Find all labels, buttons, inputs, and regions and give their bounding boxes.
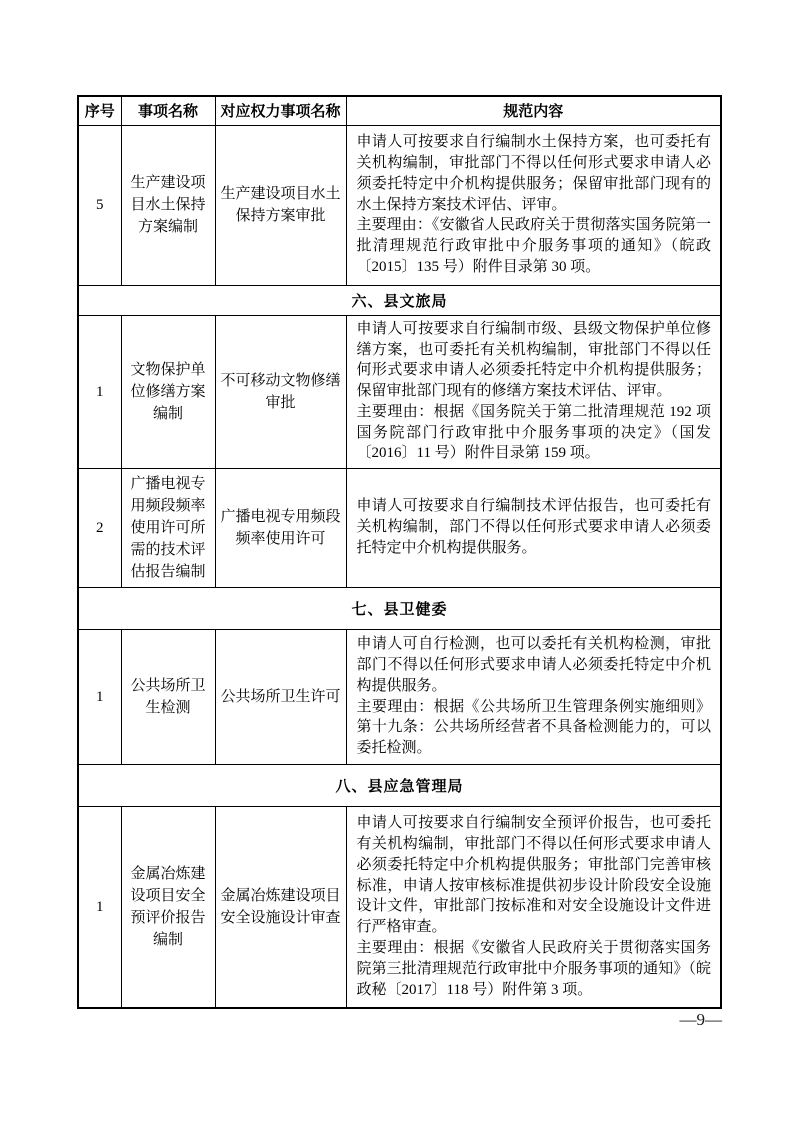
cell-item-name: 广播电视专用频段频率使用许可所需的技术评估报告编制 xyxy=(121,468,215,587)
cell-content xyxy=(346,315,721,468)
section-row-yingjiguanliju xyxy=(78,764,721,806)
cell-seq: 1 xyxy=(78,315,121,468)
section-title: 七、县卫健委 xyxy=(78,587,721,629)
cell-seq: 1 xyxy=(78,629,121,764)
table-row xyxy=(78,315,721,468)
cell-power-name: 公共场所卫生许可 xyxy=(215,629,346,764)
content-text: 申请人可按要求自行编制技术评估报告，也可委托有关机构编制，部门不得以任何形式要求申请人必须委托特定中介机构提供服务。 xyxy=(356,498,711,556)
cell-content xyxy=(346,629,721,764)
section-title: 六、县文旅局 xyxy=(78,285,721,315)
content-text: 申请人可按要求自行编制市级、县级文物保护单位修缮方案，也可委托有关机构编制，审批部门不得以任何形式要求申请人必须委托特定中介机构提供服务；保留审批部门现有的修缮方案技术评估、评审。 xyxy=(356,320,711,400)
cell-power-name: 生产建设项目水土保持方案审批 xyxy=(215,125,346,285)
cell-item-name: 公共场所卫生检测 xyxy=(121,629,215,764)
cell-power-name: 金属冶炼建设项目安全设施设计审查 xyxy=(215,806,346,1008)
cell-seq: 2 xyxy=(78,468,121,587)
cell-item-name: 生产建设项目水土保持方案编制 xyxy=(121,125,215,285)
cell-seq: 5 xyxy=(78,125,121,285)
col-header-seq: 序号 xyxy=(78,96,121,125)
reason-text: 主要理由：根据《公共场所卫生管理条例实施细则》第十九条：公共场所经营者不具备检测能力的，可以委托检测。 xyxy=(356,698,711,757)
table-row xyxy=(78,125,721,285)
page-number: —9— xyxy=(679,1010,722,1029)
reason-text: 主要理由：根据《国务院关于第二批清理规范 192 项国务院部门行政审批中介服务事项的决定》（国发〔2016〕11 号）附件目录第 159 项。 xyxy=(356,403,711,462)
cell-content xyxy=(346,806,721,1008)
reason-text: 主要理由：《安徽省人民政府关于贯彻落实国务院第一批清理规范行政审批中介服务事项的通知》（皖政〔2015〕135 号）附件目录第 30 项。 xyxy=(356,217,711,275)
content-text: 申请人可自行检测，也可以委托有关机构检测，审批部门不得以任何形式要求申请人必须委托特定中介机构提供服务。 xyxy=(356,636,711,694)
section-row-weijianwei xyxy=(78,587,721,629)
table-row xyxy=(78,806,721,1008)
cell-power-name: 广播电视专用频段频率使用许可 xyxy=(215,468,346,587)
cell-content xyxy=(346,468,721,587)
col-header-item-name: 事项名称 xyxy=(121,96,215,125)
cell-item-name: 金属冶炼建设项目安全预评价报告编制 xyxy=(121,806,215,1008)
mediation-services-table xyxy=(77,95,722,1009)
col-header-content: 规范内容 xyxy=(346,96,721,125)
section-title: 八、县应急管理局 xyxy=(78,764,721,806)
table-row xyxy=(78,629,721,764)
cell-item-name: 文物保护单位修缮方案编制 xyxy=(121,315,215,468)
content-text: 申请人可按要求自行编制安全预评价报告，也可委托有关机构编制，审批部门不得以任何形式要求申请人必须委托特定中介机构提供服务；审批部门完善审核标准，申请人按审核标准提供初步设计阶段安全设施设计文件，审批部门按标准和对安全设施设计文件进行严格审查。 xyxy=(356,815,711,936)
cell-seq: 1 xyxy=(78,806,121,1008)
cell-content xyxy=(346,125,721,285)
table-row xyxy=(78,468,721,587)
section-row-wenlvju xyxy=(78,285,721,315)
col-header-power-name: 对应权力事项名称 xyxy=(215,96,346,125)
reason-text: 主要理由：根据《安徽省人民政府关于贯彻落实国务院第三批清理规范行政审批中介服务事项的通知》（皖政秘〔2017〕118 号）附件第 3 项。 xyxy=(356,939,711,998)
content-text: 申请人可按要求自行编制水土保持方案，也可委托有关机构编制，审批部门不得以任何形式要求申请人必须委托特定中介机构提供服务；保留审批部门现有的水土保持方案技术评估、评审。 xyxy=(356,134,711,213)
cell-power-name: 不可移动文物修缮审批 xyxy=(215,315,346,468)
table-header-row xyxy=(78,96,721,125)
